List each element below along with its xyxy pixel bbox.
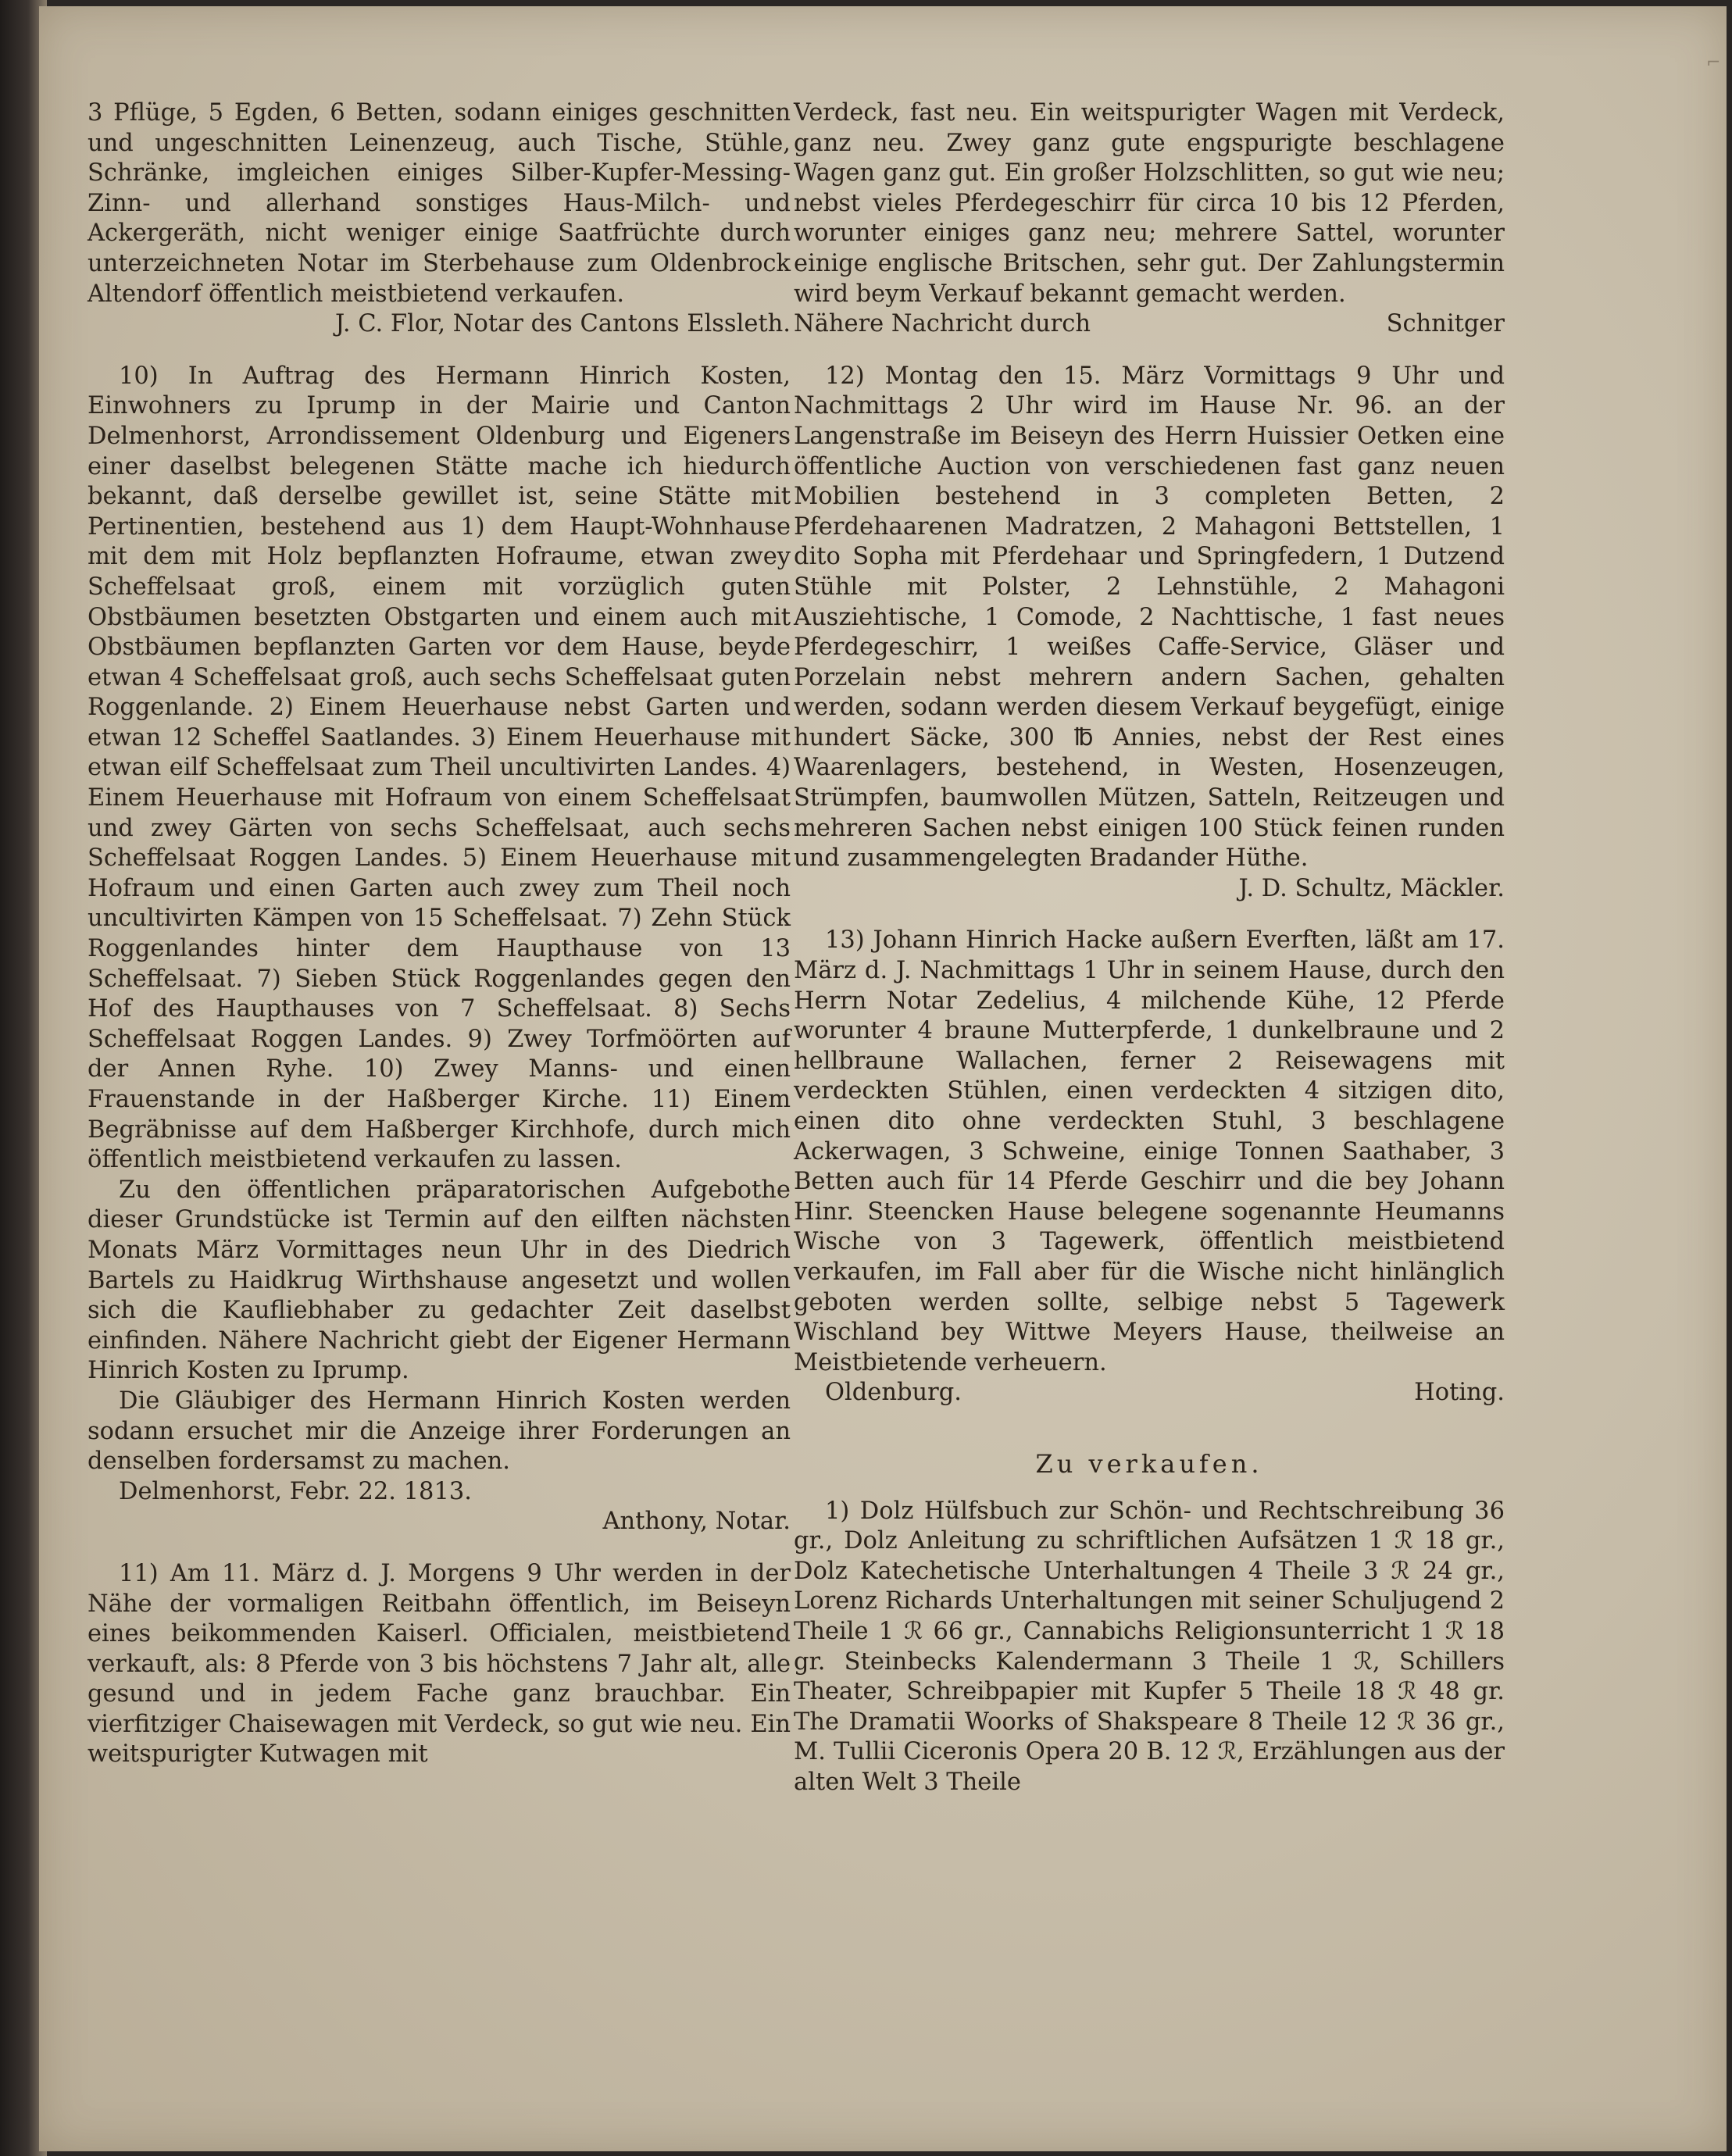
- sale-item-1-text: 1) Dolz Hülfsbuch zur Schön- und Rechtschreibung 36 gr., Dolz Anleitung zu schriftlichen Aufsätzen 1 ℛ 18 gr., Dolz Katechetische Unterhaltungen 4 Theile 3 ℛ 24 gr., Lorenz Richards Unterhaltungen mit seiner Schuljugend 2 Theile 1 ℛ 66 gr., Cannabichs Religionsunterricht 1 ℛ 18 gr. Steinbecks Kalendermann 3 Theile 1 ℛ, Schillers Theater, Schreibpapier mit Kupfer 5 Theile 18 ℛ 48 gr. The Dramatii Woorks of Shakspeare 8 Theile 12 ℛ 36 gr., M. Tullii Ciceronis Opera 20 B. 12 ℛ, Erzählungen aus der alten Welt 3 Theile: [794, 1497, 1505, 1796]
- left-column: [87, 98, 791, 1770]
- corner-mark: ⌐: [1706, 53, 1721, 73]
- notice-10-creditors: Die Gläubiger des Hermann Hinrich Kosten werden sodann ersuchet mir die Anzeige ihrer Forderungen an denselben fordersamst zu machen.: [87, 1387, 791, 1476]
- notice-12-signature: J. D. Schultz, Mäckler.: [1238, 874, 1505, 902]
- section-heading-for-sale: Zu verkaufen.: [1035, 1448, 1263, 1479]
- right-column: [794, 98, 1505, 1797]
- newspaper-page: [39, 6, 1727, 2151]
- notice-10-text: 10) In Auftrag des Hermann Hinrich Kosten, Einwohners zu Iprump in der Mairie und Canton Delmenhorst, Arrondissement Oldenburg und Eigeners einer daselbst belegenen Stätte mache ich hiedurch bekannt, daß derselbe gewillet ist, seine Stätte mit Pertinentien, bestehend aus 1) dem Haupt-Wohnhause mit dem mit Holz bepflanzten Hofraume, etwan zwey Scheffelsaat groß, einem mit vorzüglich guten Obstbäumen besetzten Obstgarten und einem auch mit Obstbäumen bepflanzten Garten vor dem Hause, beyde etwan 4 Scheffelsaat groß, auch sechs Scheffelsaat guten Roggenlande. 2) Einem Heuerhause nebst Garten und etwan 12 Scheffel Saatlandes. 3) Einem Heuerhause mit etwan eilf Scheffelsaat zum Theil uncultivirten Landes. 4) Einem Heuerhause mit Hofraum von einem Scheffelsaat und zwey Gärten von sechs Scheffelsaat, auch sechs Scheffelsaat Roggen Landes. 5) Einem Heuerhause mit Hofraum und einen Garten auch zwey zum Theil noch uncultivirten Kämpen von 15 Scheffelsaat. 7) Zehn Stück Roggenlandes hinter dem Haupthause von 13 Scheffelsaat. 7) Sieben Stück Roggenlandes gegen den Hof des Haupthauses von 7 Scheffelsaat. 8) Sechs Scheffelsaat Roggen Landes. 9) Zwey Torfmöörten auf der Annen Ryhe. 10) Zwey Manns- und einen Frauenstande in der Haßberger Kirche. 11) Einem Begräbnisse auf dem Haßberger Kirchhofe, durch mich öffentlich meistbietend verkaufen zu lassen.: [87, 362, 791, 1174]
- notice-11-signature: Schnitger: [1386, 310, 1505, 338]
- notice-13-place: Oldenburg.: [825, 1379, 962, 1407]
- notice-13-signature: Hoting.: [1414, 1379, 1505, 1407]
- notice-9-signature: J. C. Flor, Notar des Cantons Elssleth.: [335, 310, 791, 338]
- notice-13-text: 13) Johann Hinrich Hacke außern Everften, läßt am 17. März d. J. Nachmittags 1 Uhr in seinem Hause, durch den Herrn Notar Zedelius, 4 milchende Kühe, 12 Pferde worunter 4 braune Mutterpferde, 1 dunkelbraune und 2 hellbraune Wallachen, ferner 2 Reisewagens mit verdeckten Stühlen, einen verdeckten 4 sitzigen dito, einen dito ohne verdeckten Stuhl, 3 beschlagene Ackerwagen, 3 Schweine, einige Tonnen Saathaber, 3 Betten auch für 14 Pferde Geschirr und die bey Johann Hinr. Steencken Hause belegene sogenannte Heumanns Wische von 3 Tagewerk, öffentlich meistbietend verkaufen, im Fall aber für die Wische nicht hinlänglich geboten werden sollte, selbige nebst 5 Tagewerk Wischland bey Wittwe Meyers Hause, theilweise an Meistbietende verheuern.: [794, 926, 1505, 1376]
- notice-13-footer: [794, 1378, 1505, 1408]
- notice-9-continuation: 3 Pflüge, 5 Egden, 6 Betten, sodann einiges geschnitten und ungeschnitten Leinenzeug, auch Tische, Stühle, Schränke, imgleichen einiges Silber-Kupfer-Messing-Zinn- und allerhand sonstiges Haus-Milch- und Ackergeräth, nicht weniger einige Saatfrüchte durch unterzeichneten Notar im Sterbehause zum Oldenbrock Altendorf öffentlich meistbietend verkaufen.: [87, 99, 791, 308]
- notice-11-text: 11) Am 11. März d. J. Morgens 9 Uhr werden in der Nähe der vormaligen Reitbahn öffentlich, im Beiseyn eines beikommenden Kaiserl. Officialen, meistbietend verkauft, als: 8 Pferde von 3 bis höchstens 7 Jahr alt, alle gesund und in jedem Fache ganz brauchbar. Ein vierfitziger Chaisewagen mit Verdeck, so gut wie neu. Ein weitspurigter Kutwagen mit: [87, 1559, 791, 1769]
- notice-11-footer-text: Nähere Nachricht durch: [794, 310, 1091, 338]
- notice-12-text: 12) Montag den 15. März Vormittags 9 Uhr und Nachmittags 2 Uhr wird im Hause Nr. 96. an der Langenstraße im Beiseyn des Herrn Huissier Oetken eine öffentliche Auction von verschiedenen fast ganz neuen Mobilien bestehend in 3 completen Betten, 2 Pferdehaarenen Madratzen, 2 Mahagoni Bettstellen, 1 dito Sopha mit Pferdehaar und Springfedern, 1 Dutzend Stühle mit Polster, 2 Lehnstühle, 2 Mahagoni Ausziehtische, 1 Comode, 2 Nachttische, 1 fast neues Pferdegeschirr, 1 weißes Caffe-Service, Gläser und Porzelain nebst mehrern andern Sachen, gehalten werden, sodann werden diesem Verkauf beygefügt, einige hundert Säcke, 300 ℔ Annies, nebst der Rest eines Waarenlagers, bestehend, in Westen, Hosenzeugen, Strümpfen, baumwollen Mützen, Satteln, Reitzeugen und mehreren Sachen nebst einigen 100 Stück feinen runden und zusammengelegten Bradander Hüthe.: [794, 362, 1505, 873]
- notice-10-place-date: Delmenhorst, Febr. 22. 1813.: [119, 1477, 472, 1505]
- notice-11-continuation: Verdeck, fast neu. Ein weitspurigter Wagen mit Verdeck, ganz neu. Zwey ganz gute engspurigte beschlagene Wagen ganz gut. Ein großer Holzschlitten, so gut wie neu; nebst vieles Pferdegeschirr für circa 10 bis 12 Pferden, worunter einiges ganz neu; mehrere Sattel, worunter einige englische Britschen, sehr gut. Der Zahlungstermin wird beym Verkauf bekannt gemacht werden.: [794, 99, 1505, 308]
- notice-10-terms: Zu den öffentlichen präparatorischen Aufgebothe dieser Grundstücke ist Termin auf den eilften nächsten Monats März Vormittages neun Uhr in des Diedrich Bartels zu Haidkrug Wirthshause angesetzt und wollen sich die Kaufliebhaber zu gedachter Zeit daselbst einfinden. Nähere Nachricht giebt der Eigener Hermann Hinrich Kosten zu Iprump.: [87, 1176, 791, 1385]
- notice-11-footer: [794, 309, 1505, 340]
- notice-10-signature: Anthony, Notar.: [602, 1508, 791, 1536]
